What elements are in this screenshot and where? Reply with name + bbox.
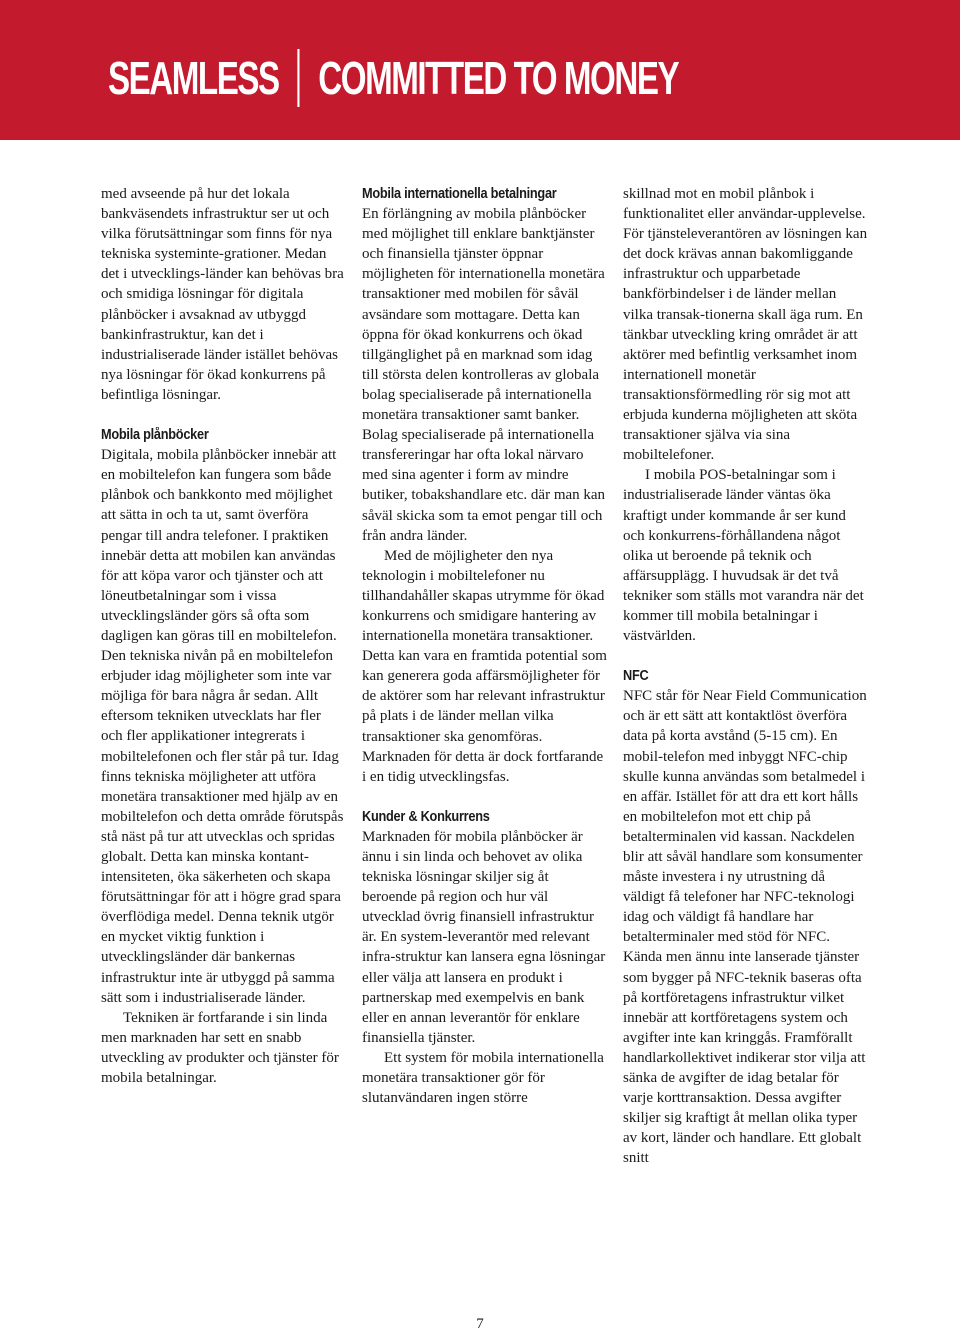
page-number: 7	[476, 1316, 484, 1332]
col2-paragraph-1: En förlängning av mobila plånböcker med möjlighet till enklare banktjänster och finansiella tjänster öppnar möjligheten för internationella monetära transaktioner med mobilen för såväl avsändare som mottagare. Detta kan öppna för ökad konkurrens och ökad tillgänglighet på en marknad som idag till största delen kontrolleras av globala bolag specialiserade på internationella monetära transaktioner samt banker. Bolag specialiserade på internationella transfereringar har ofta lokal närvaro med sina agenter i form av mindre butiker, tobakshandlare etc. där man kan såväl skicka som ta emot pengar till och från andra länder.	[362, 206, 606, 544]
column-2	[362, 184, 607, 1108]
col1-paragraph-2: Digitala, mobila plånböcker innebär att en mobiltelefon kan fungera som både plånbok och bankkonto med möjlighet att sätta in och ta ut, samt överföra pengar till andra telefoner. I praktiken innebär detta att mobilen kan användas för att köpa varor och tjänster och att löneutbetalningar som i vissa utvecklingsländer görs så ofta som dagligen kan göras till en mobiltelefon. Den tekniska nivån på en mobiltelefon erbjuder idag möjligheter som inte var möjliga för bara några år sedan. Allt eftersom tekniken utvecklats har fler och fler applikationer integrerats i mobiltelefonen och fler står på tur. Idag finns tekniska möjligheter att utföra monetära transaktioner med hjälp av en mobiltelefon och detta område förutspås stå näst på tur att utvecklas och spridas globalt. Detta kan minska kontant-intensiteten, öka säkerheten och skapa förutsättningar för att i högre grad spara överflödiga medel. Denna teknik utgör en mycket viktig funktion i utvecklingsländer där bankernas infrastruktur inte är utbyggd på samma sätt som i industrialiserade länder.	[101, 447, 344, 1006]
section-heading-kunder-konkurrens: Kunder & Konkurrens	[362, 808, 490, 825]
brand-name: SEAMLESS	[108, 52, 279, 104]
col2-paragraph-4: Ett system för mobila internationella monetära transaktioner gör för slutanvändaren ingen större	[362, 1049, 604, 1107]
col2-paragraph-2: Med de möjligheter den nya teknologin i mobiltelefoner nu tillhandahåller skapas utrymme för ökad konkurrens och smidigare hantering av internationella monetära transaktioner. Detta kan vara en framtida potential som kan generera goda affärsmöjligheter för de aktörer som har relevant infrastruktur på plats i de länder mellan vilka transaktioner ska genomföras. Marknaden för detta är dock fortfarande i en tidig utvecklingsfas.	[362, 547, 607, 785]
col1-paragraph-3: Tekniken är fortfarande i sin linda men marknaden har sett en snabb utveckling av produkter och tjänster för mobila betalningar.	[101, 1009, 339, 1087]
section-heading-mobila-planbocker: Mobila plånböcker	[101, 427, 209, 444]
section-heading-mobila-internationella-betalningar: Mobila internationella betalningar	[362, 186, 557, 202]
brand-tagline: COMMITTED TO MONEY	[318, 52, 679, 104]
col3-paragraph-1: skillnad mot en mobil plånbok i funktionalitet eller användar-upplevelse. För tjänsteleverantören av lösningen kan det dock krävas annan bakomliggande infrastruktur och upparbetade bankförbindelser i de länder mellan vilka transak-tionerna skall äga rum. En tänkbar utveckling kring området är att aktörer med befintlig verksamhet inom internationell monetär transaktionsförmedling rör sig mot att erbjuda kunderna möjligheten att sköta transaktioner själva via sina mobiltelefoner.	[623, 186, 868, 464]
col3-paragraph-2: I mobila POS-betalningar som i industrialiserade länder väntas öka kraftigt under kommande år ser kund och konkurrens-förhållandena något olika ut beroende på teknik och affärsupplägg. I huvudsak är det två tekniker som ställs mot varandra när det kommer till mobila betalningar i västvärlden.	[623, 467, 864, 645]
brand-separator	[297, 49, 299, 107]
header-banner	[0, 0, 960, 140]
col3-paragraph-3: NFC står för Near Field Communication och är ett sätt att kontaktlöst överföra data på korta avstånd (5-15 cm). En mobil-telefon med inbyggt NFC-chip skulle kunna användas som betalmedel i en affär. Istället för att dra ett kort hålls en mobiltelefon mot ett chip på betalterminalen vid kassan. Nackdelen blir att såväl handlare som konsumenter måste investera i ny utrustning då väldigt få telefoner har NFC-teknologi idag och väldigt få handlare har betalterminaler med stöd för NFC. Kända men ännu inte lanserade tjänster som bygger på NFC-teknik baseras ofta på kortföretagens infrastruktur vilket innebär att kortföretagens system och avgifter inte kan kringgås. Framförallt handlarkollektivet indikerar stor vilja att sänka de avgifter de idag betalar för varje korttransaktion. Dessa avgifter skiljer sig kraftigt åt mellan olika typer av kort, länder och handlare. Ett globalt snitt	[623, 688, 867, 1167]
brand-lockup	[108, 48, 678, 108]
col1-paragraph-1: med avseende på hur det lokala bankväsendets infrastruktur ser ut och vilka förutsättningar som finns för nya tekniska systeminte-grationer. Medan det i utvecklings-länder kan behövas bra och smidiga lösningar för digitala plånböcker i avsaknad av utbyggd bankinfrastruktur, kan det i industrialiserade länder istället behövas nya lösningar för ökad konkurrens på befintliga lösningar.	[101, 186, 344, 403]
column-1	[101, 184, 346, 1088]
col2-paragraph-3: Marknaden för mobila plånböcker är ännu i sin linda och behovet av olika tekniska lösningar skiljer sig åt beroende på region och hur väl utvecklad övrig finansiell infrastruktur är. En system-leverantör med relevant infra-struktur kan lansera egna lösningar eller välja att lansera en produkt i partnerskap med exempelvis en bank eller en annan leverantör för enklare finansiella tjänster.	[362, 828, 606, 1046]
section-heading-nfc: NFC	[623, 668, 649, 685]
column-3	[623, 184, 868, 1169]
